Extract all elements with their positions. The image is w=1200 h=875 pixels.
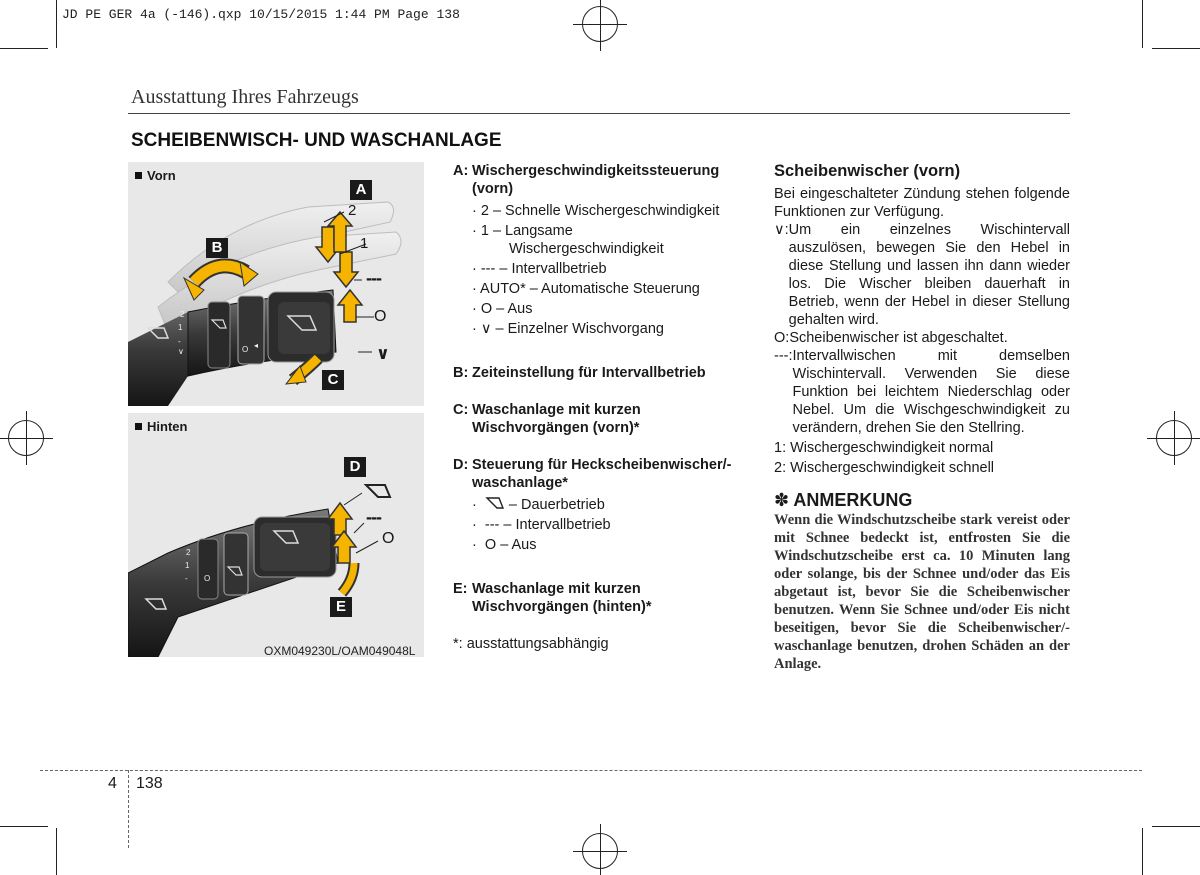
- legend-a: A: Wischergeschwindigkeitssteuerung (vorn) · 2 – Schnelle Wischergeschwindigkeit · 1 – Langsame Wischergeschwindigkeit · --- – Intervallbetrieb · AUTO* – Automatische Steuerung · O – Aus · ∨ – Einzelner Wischvorgang: [453, 163, 720, 337]
- position-1-label: 1: [360, 235, 369, 252]
- section-title: Ausstattung Ihres Fahrzeugs: [131, 86, 359, 108]
- crop-mark: [1152, 48, 1200, 49]
- callout-b: B: [206, 238, 228, 258]
- position-interval-label: ---: [366, 268, 381, 288]
- figure-front-label: Vorn: [135, 168, 176, 183]
- crop-mark: [1142, 0, 1143, 48]
- crop-mark: [1142, 828, 1143, 875]
- footnote: *: ausstattungsabhängig: [453, 636, 609, 652]
- callout-c: C: [322, 370, 344, 390]
- chapter-number: 4: [108, 775, 117, 792]
- figure-code: OXM049230L/OAM049048L: [264, 644, 416, 658]
- svg-text:-: -: [185, 574, 188, 583]
- callout-a: A: [350, 180, 372, 200]
- crop-mark: [0, 48, 48, 49]
- speed-normal: 1: Wischergeschwindigkeit normal: [774, 440, 994, 456]
- print-info: JD PE GER 4a (-146).qxp 10/15/2015 1:44 PM Page 138: [62, 7, 460, 22]
- page-heading: SCHEIBENWISCH- UND WASCHANLAGE: [131, 130, 502, 151]
- header-rule: [128, 113, 1070, 114]
- page-number: 138: [136, 775, 163, 792]
- figure-rear: [128, 413, 424, 657]
- position-off-label: O: [374, 308, 387, 325]
- legend-column: [453, 162, 753, 653]
- speed-fast: 2: Wischergeschwindigkeit schnell: [774, 460, 995, 476]
- legend-d: D: Steuerung für Heckscheibenwischer/-waschanlage* · – Dauerbetrieb · --- – Intervallbetrieb · O – Aus: [453, 457, 732, 553]
- registration-mark-icon: [1156, 420, 1192, 456]
- svg-text:2: 2: [186, 548, 191, 557]
- svg-text:O: O: [242, 345, 249, 354]
- definition-single: ∨: Um ein einzelnes Wischintervall auszulösen, bewegen Sie den Hebel in diese Stellung und lassen ihn dann wieder los. Die Wischer bleiben dauerhaft in Betrieb, wenn der Hebel in dieser Stellung gehalten wird.: [774, 222, 1070, 328]
- figure-rear-label: Hinten: [135, 419, 187, 434]
- position-2-label: 2: [348, 202, 357, 219]
- svg-text:2: 2: [180, 310, 185, 319]
- crop-mark: [1152, 826, 1200, 827]
- rear-position-off-label: O: [382, 530, 395, 547]
- subsection-title: Scheibenwischer (vorn): [774, 162, 961, 180]
- svg-text:1: 1: [185, 561, 190, 570]
- position-single-label: ∨: [376, 344, 390, 363]
- svg-text:∨: ∨: [178, 347, 184, 356]
- callout-d: D: [344, 457, 366, 477]
- footer-divider: [128, 770, 129, 848]
- registration-mark-icon: [8, 420, 44, 456]
- legend-e: E: Waschanlage mit kurzen Wischvorgängen (hinten)*: [453, 581, 652, 615]
- crop-mark: [0, 826, 48, 827]
- svg-text:O: O: [204, 574, 211, 583]
- wiper-continuous-icon: [485, 496, 505, 512]
- legend-c: C: Waschanlage mit kurzen Wischvorgängen (vorn)*: [453, 402, 641, 436]
- definition-off: O: Scheibenwischer ist abgeschaltet.: [774, 330, 1008, 346]
- callout-e: E: [330, 597, 352, 617]
- rear-position-interval-label: ---: [366, 507, 381, 527]
- note-text: Wenn die Windschutzscheibe stark vereist oder mit Schnee bedeckt ist, entfrosten Sie die Windschutzscheibe erst ca. 10 Minuten lang oder solange, bis der Schnee und/oder das Eis abgetaut ist, bevor Sie die Scheibenwischer benutzen. Wenn Sie Schnee und/oder Eis nicht beseitigen, bevor Sie die Scheibenwischer/-waschanlage benutzen, drohen Schäden an der Anlage.: [774, 512, 1070, 672]
- registration-mark-icon: [582, 833, 618, 869]
- registration-mark-icon: [582, 6, 618, 42]
- definition-interval: ---: Intervallwischen mit demselben Wischintervall. Verwenden Sie diese Funktion bei leichtem Niederschlag oder Nebel. Um die Wischgeschwindigkeit zu verändern, drehen Sie den Stellring.: [774, 348, 1070, 436]
- svg-text:-: -: [178, 337, 181, 346]
- crop-mark: [56, 0, 57, 48]
- footer-rule: [40, 770, 1142, 771]
- legend-b: B: Zeiteinstellung für Intervallbetrieb: [453, 365, 706, 381]
- figure-front: [128, 162, 424, 406]
- svg-text:◂: ◂: [254, 341, 259, 350]
- description-column: [774, 162, 1070, 673]
- note-title: ✽ ANMERKUNG: [774, 490, 913, 510]
- svg-text:1: 1: [178, 323, 183, 332]
- intro-paragraph: Bei eingeschalteter Zündung stehen folgende Funktionen zur Verfügung.: [774, 186, 1070, 220]
- rear-wiper-lever-illustration: [128, 413, 424, 657]
- crop-mark: [56, 828, 57, 875]
